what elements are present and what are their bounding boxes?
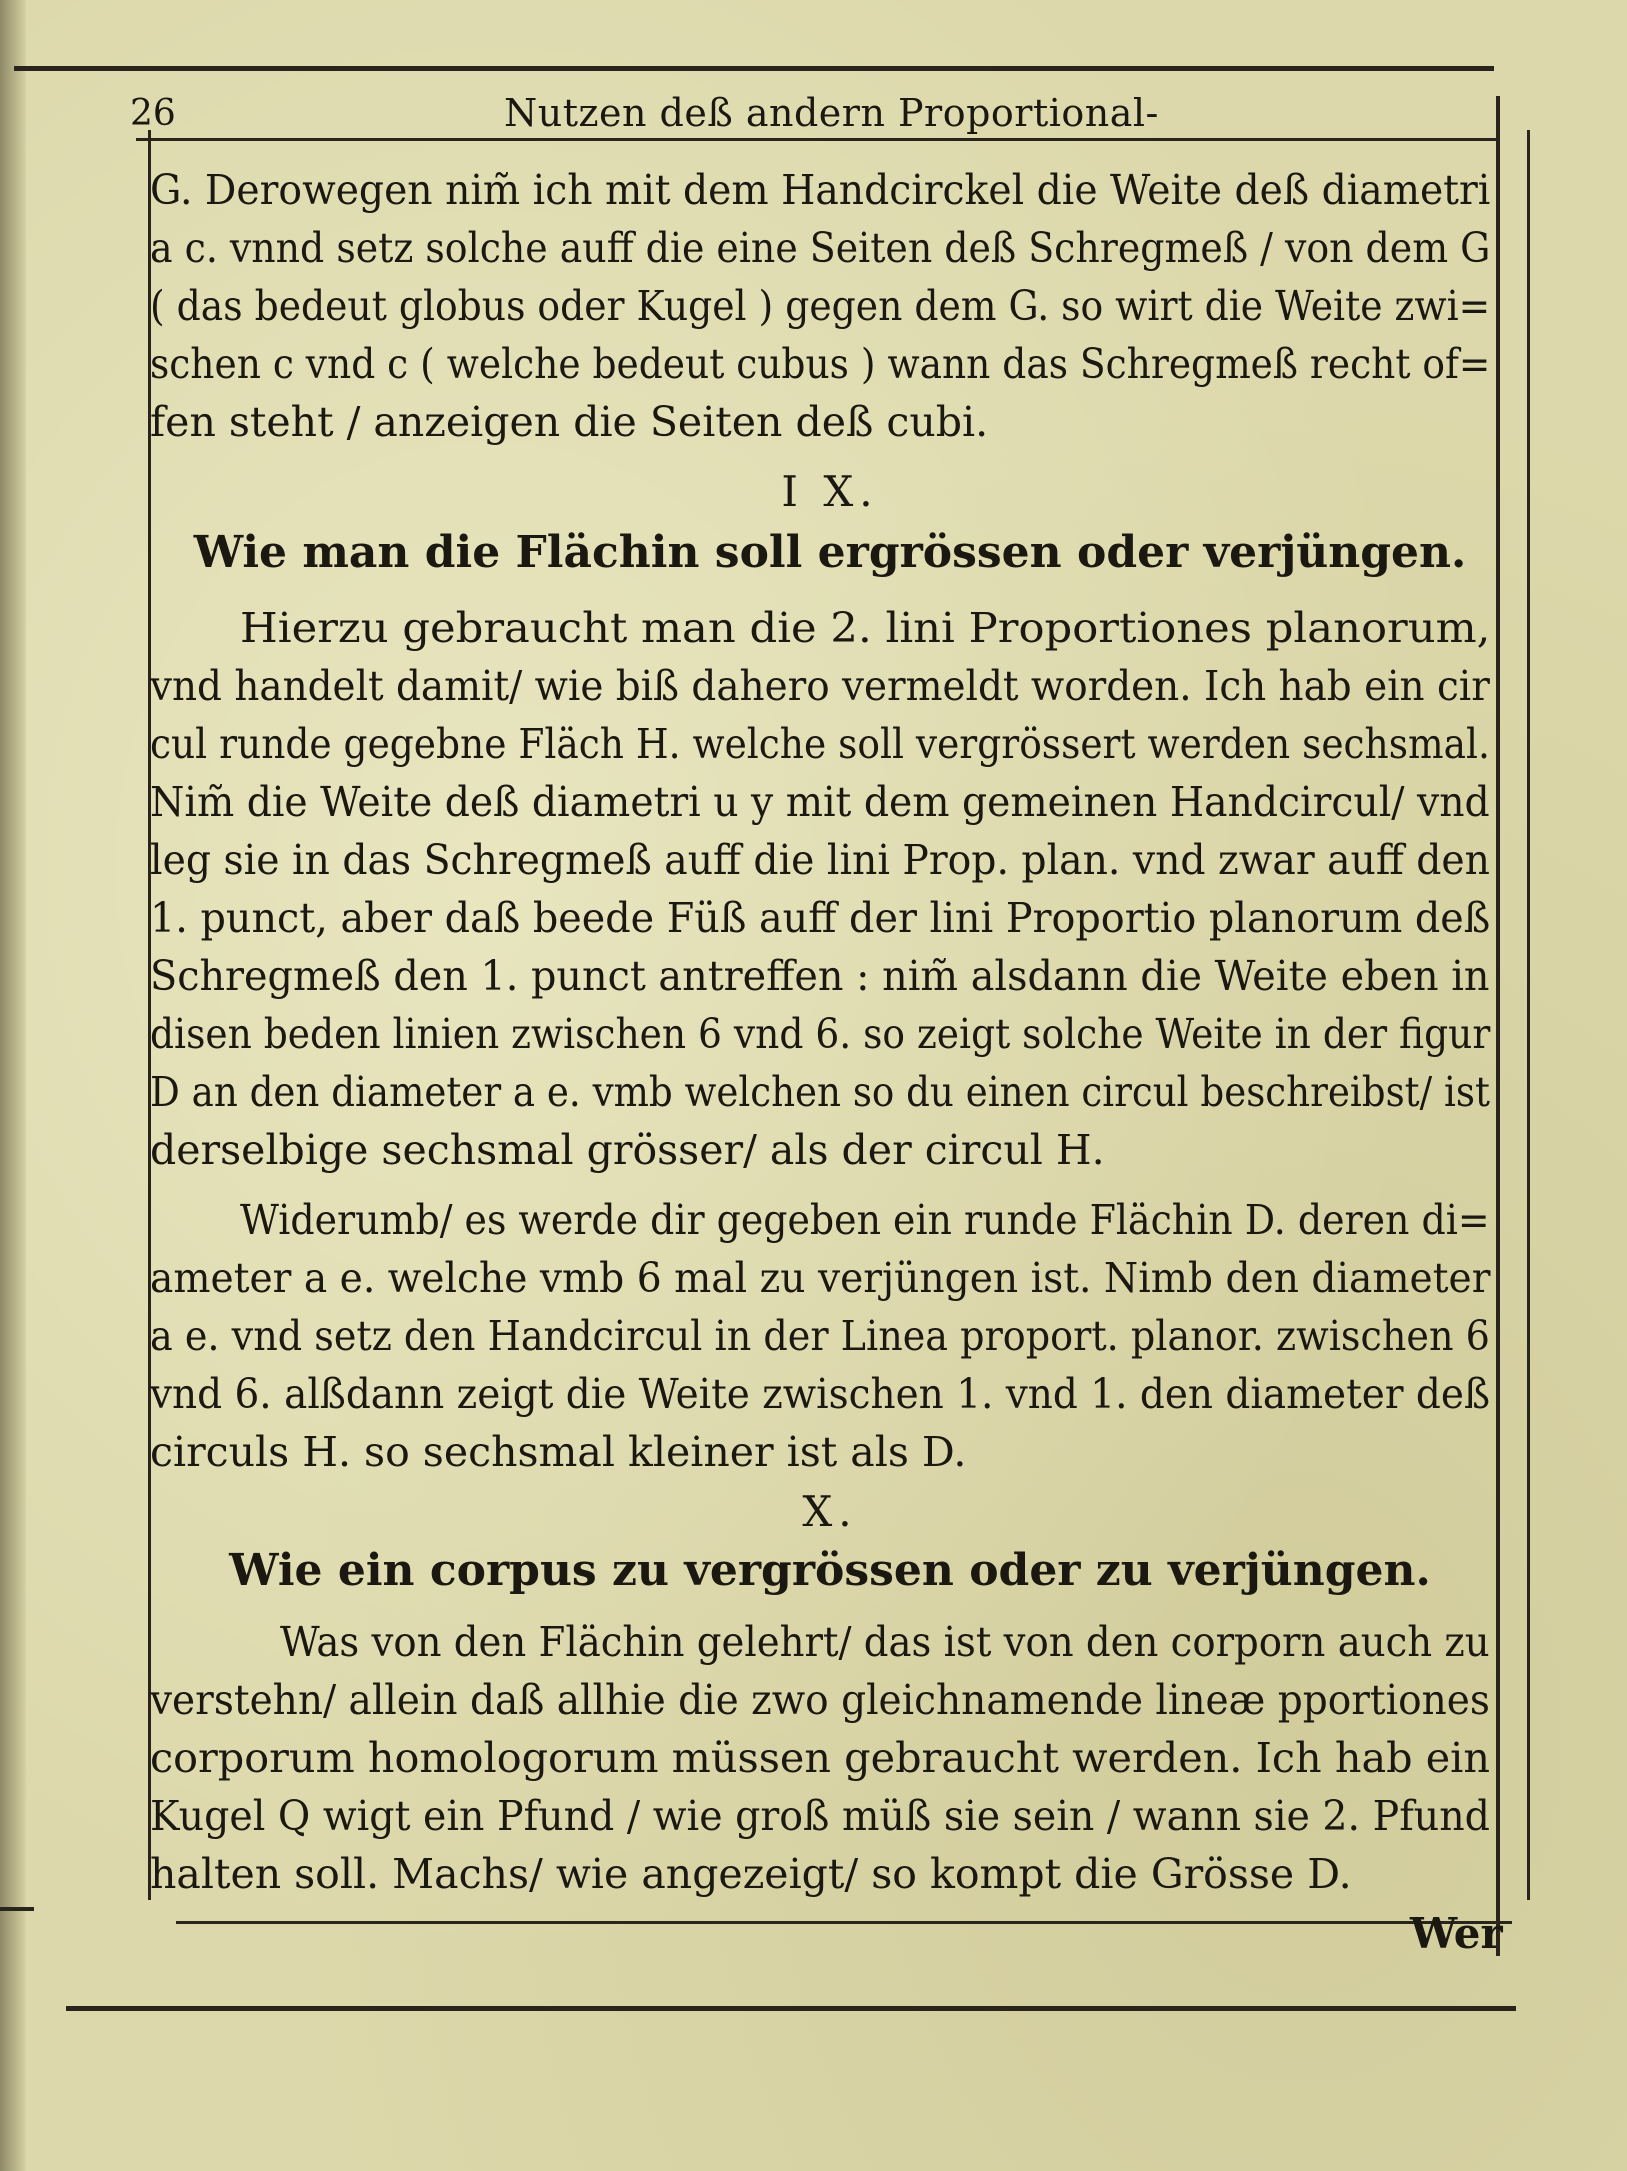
ix-p1-line-6: 1. punct, aber daß beede Füß auff der lini Proportio planorum deß <box>150 894 1491 942</box>
ix-p2-line-2: ameter a e. welche vmb 6 mal zu verjüngen ist. Nimb den diameter <box>150 1254 1491 1302</box>
ix-p2-line-3: a e. vnd setz den Handcircul in der Linea proport. planor. zwischen 6 <box>150 1312 1490 1360</box>
intro-line-1: G. Derowegen nim̃ ich mit dem Handcirckel die Weite deß diametri <box>150 166 1491 214</box>
frame-right-rule <box>1496 96 1500 1956</box>
ix-p1-line-9: D an den diameter a e. vmb welchen so du einen circul beschreibst/ ist <box>150 1068 1490 1116</box>
book-gutter-edge <box>0 0 26 2171</box>
header-rule <box>136 138 1496 141</box>
ix-p1-line-8: disen beden linien zwischen 6 vnd 6. so zeigt solche Weite in der figur <box>150 1010 1491 1058</box>
page-number: 26 <box>130 93 176 134</box>
ix-p1-line-5: leg sie in das Schregmeß auff die lini Prop. plan. vnd zwar auff den <box>150 836 1490 884</box>
intro-line-5: fen steht / anzeigen die Seiten deß cubi. <box>150 398 989 446</box>
section-x-heading: Wie ein corpus zu vergrössen oder zu verjüngen. <box>229 1545 1431 1596</box>
ix-p1-line-3: cul runde gegebne Fläch H. welche soll vergrössert werden sechsmal. <box>150 720 1490 768</box>
x-p1-line-3: corporum homologorum müssen gebraucht werden. Ich hab ein <box>150 1734 1491 1782</box>
x-p1-line-2: verstehn/ allein daß allhie die zwo gleichnamende lineæ pportiones <box>150 1676 1490 1724</box>
catchword: Wer <box>1410 1909 1503 1958</box>
inner-bottom-rule <box>176 1921 1512 1924</box>
ix-p1-line-4: Nim̃ die Weite deß diametri u y mit dem gemeinen Handcircul/ vnd <box>150 778 1490 826</box>
running-title: Nutzen deß andern Proportional- <box>504 91 1159 135</box>
ix-p1-line-1: Hierzu gebraucht man die 2. lini Proportiones planorum, <box>240 604 1491 652</box>
x-p1-line-5: halten soll. Machs/ wie angezeigt/ so kompt die Grösse D. <box>150 1850 1352 1898</box>
section-x-numeral: X. <box>802 1487 858 1536</box>
ix-p1-line-10: derselbige sechsmal grösser/ als der circul H. <box>150 1126 1105 1174</box>
ix-p1-line-2: vnd handelt damit/ wie biß dahero vermeldt worden. Ich hab ein cir <box>150 662 1490 710</box>
x-p1-line-4: Kugel Q wigt ein Pfund / wie groß müß sie sein / wann sie 2. Pfund <box>150 1792 1490 1840</box>
x-p1-line-1: Was von den Flächin gelehrt/ das ist von den corporn auch zu <box>280 1618 1490 1666</box>
intro-line-2: a c. vnnd setz solche auff die eine Seiten deß Schregmeß / von dem G <box>150 224 1491 272</box>
section-ix-numeral: I X. <box>781 467 879 516</box>
ix-p2-line-4: vnd 6. alßdann zeigt die Weite zwischen 1. vnd 1. den diameter deß <box>150 1370 1491 1418</box>
ix-p2-line-5: circuls H. so sechsmal kleiner ist als D. <box>150 1428 967 1476</box>
section-ix-heading: Wie man die Flächin soll ergrössen oder verjüngen. <box>193 527 1467 578</box>
ix-p2-line-1: Widerumb/ es werde dir gegeben ein runde Flächin D. deren di= <box>240 1196 1490 1244</box>
margin-tick-mark <box>0 1907 34 1911</box>
bottom-border-rule <box>66 2006 1516 2011</box>
intro-line-4: schen c vnd c ( welche bedeut cubus ) wann das Schregmeß recht of= <box>150 340 1491 388</box>
top-border-rule <box>14 66 1494 71</box>
intro-line-3: ( das bedeut globus oder Kugel ) gegen dem G. so wirt die Weite zwi= <box>150 282 1491 330</box>
ix-p1-line-7: Schregmeß den 1. punct antreffen : nim̃ alsdann die Weite eben in <box>150 952 1490 1000</box>
